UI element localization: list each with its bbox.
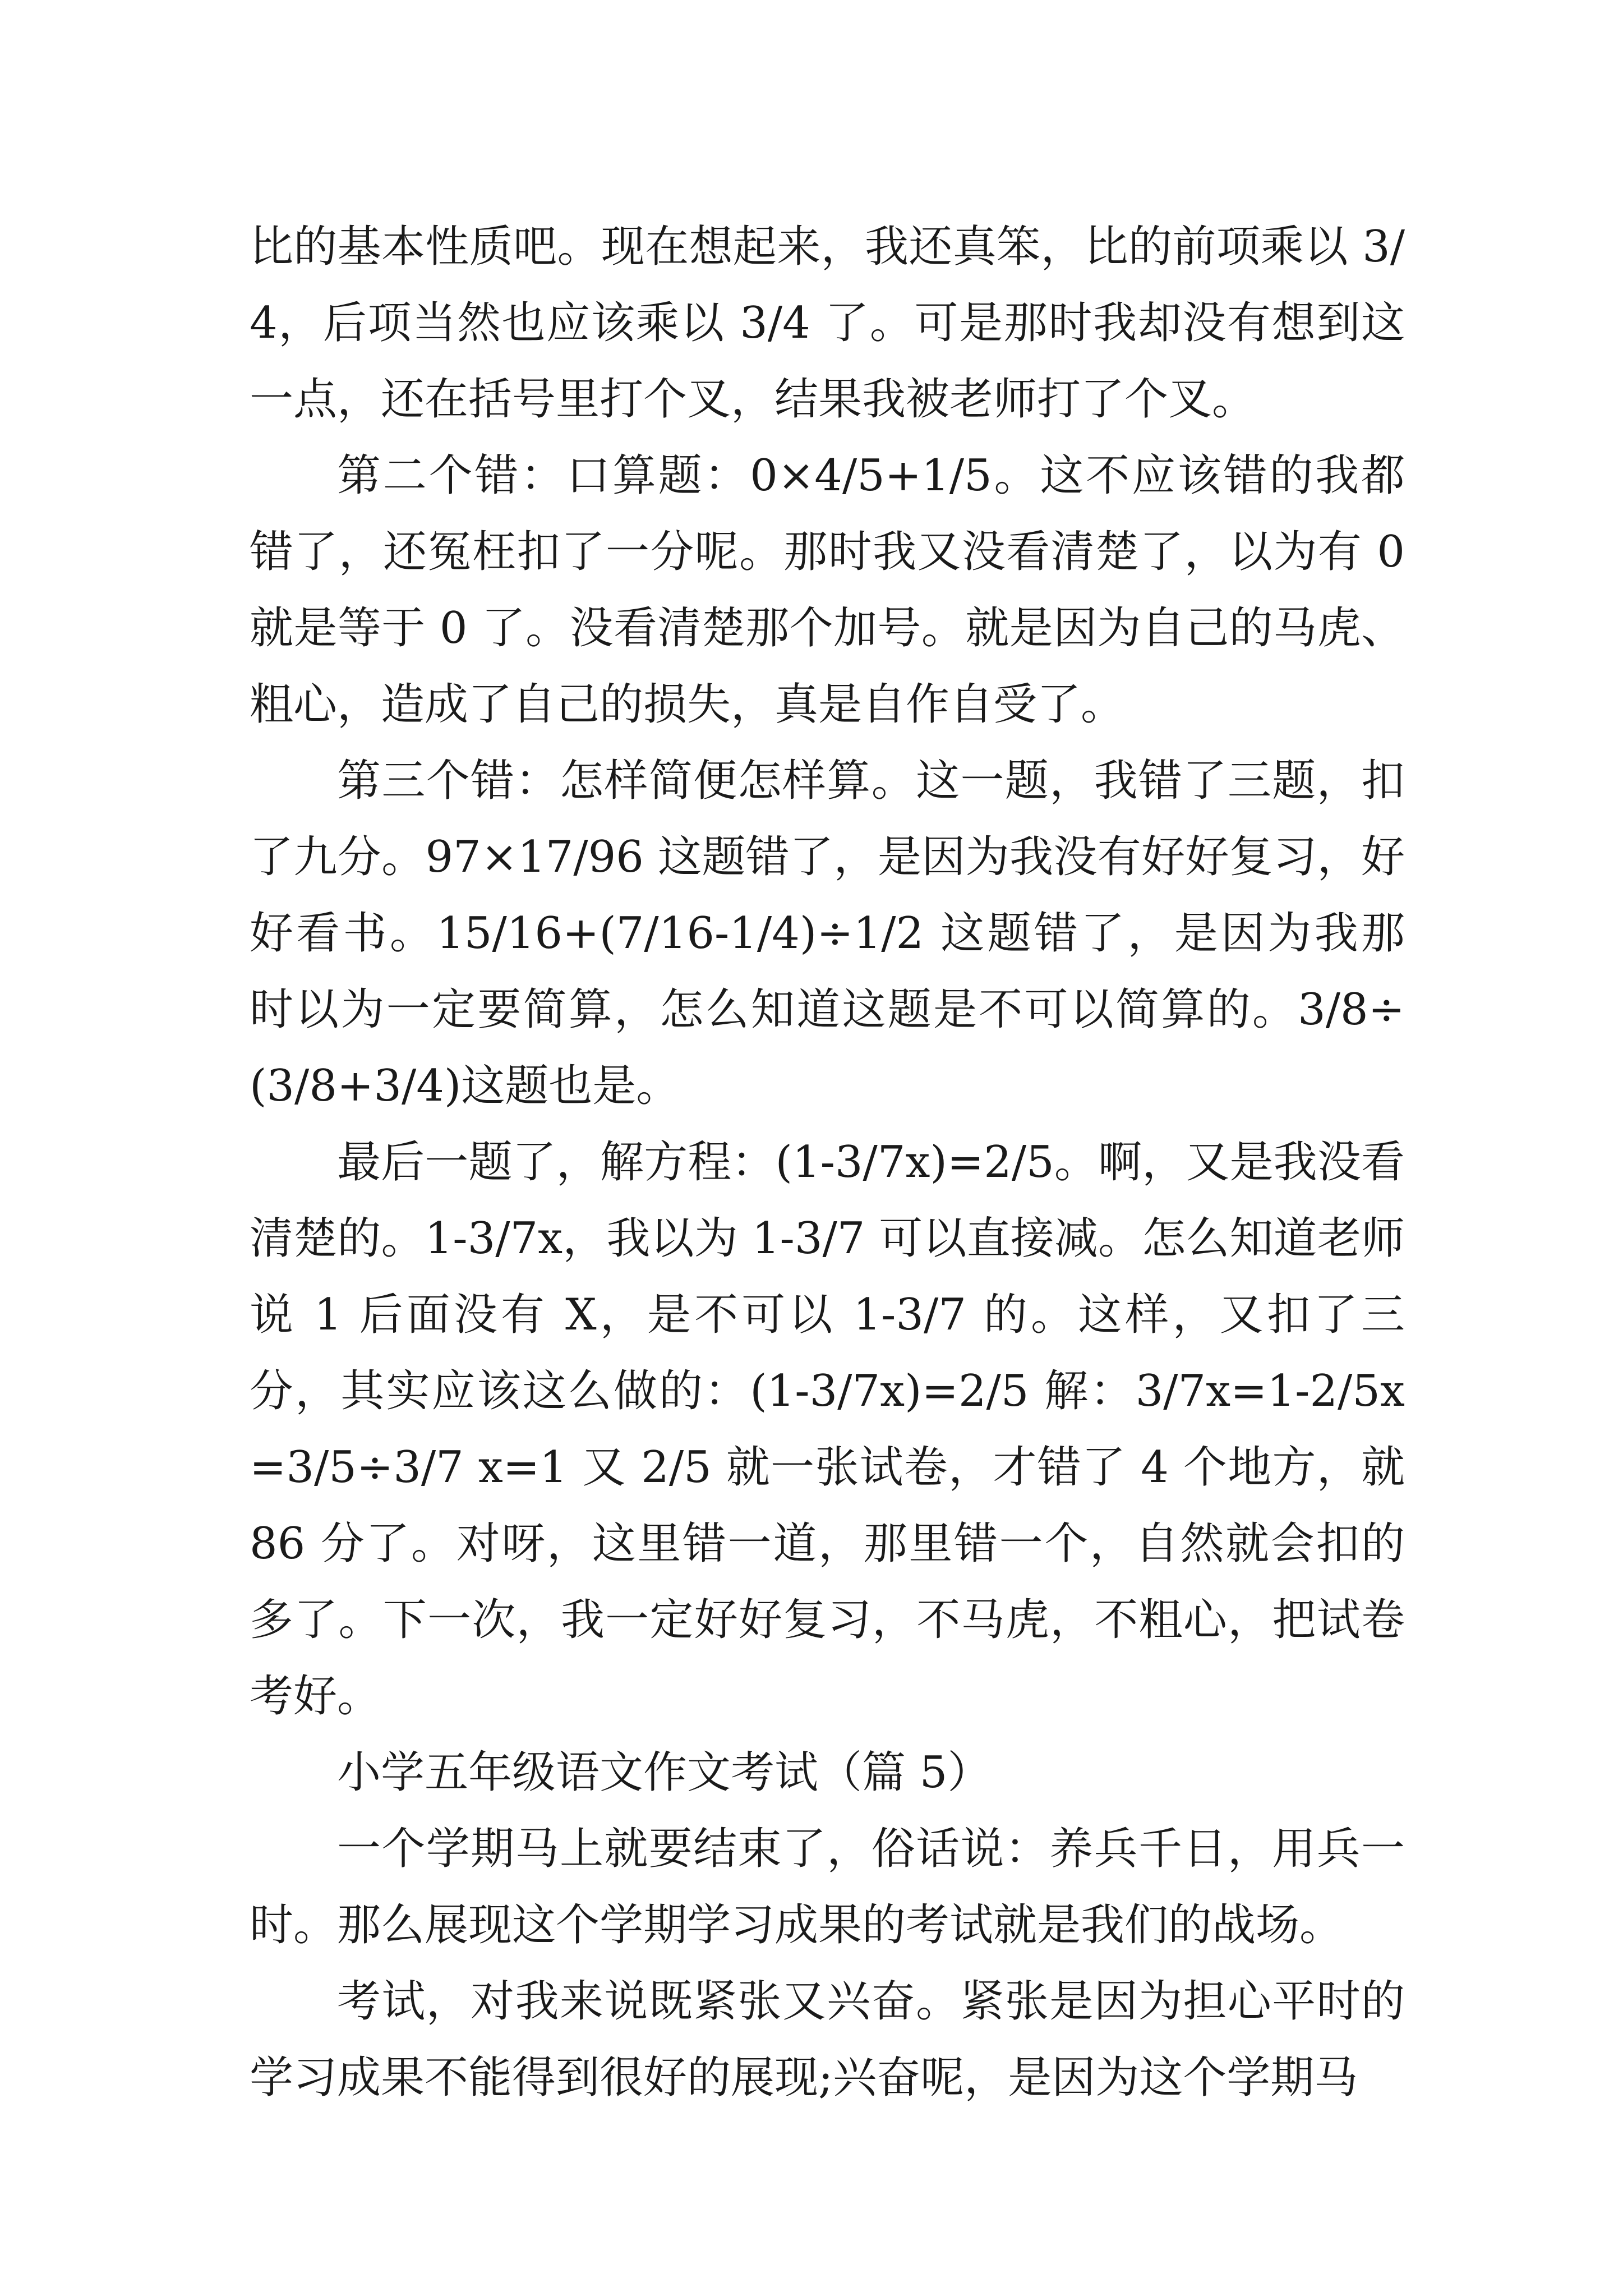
paragraph-semester-ending: 一个学期马上就要结束了，俗话说：养兵千日，用兵一时。那么展现这个学期学习成果的考试就是我们的战场。 (250, 1824, 1405, 1950)
section-heading: 小学五年级语文作文考试（篇 5） (337, 1747, 992, 1798)
paragraph-third-mistake: 第三个错：怎样简便怎样算。这一题，我错了三题，扣了九分。97×17/96 这题错了，是因为我没有好好复习，好好看书。15/16+(7/16-1/4)÷1/2 这题错了，是因为我那时以为一定要简算，怎么知道这题是不可以简算的。3/8÷(3/8+3/4)这题也是。 (250, 756, 1405, 1111)
paragraph-continued-intro: 比的基本性质吧。现在想起来，我还真笨，比的前项乘以 3/4，后项当然也应该乘以 3/4 了。可是那时我却没有想到这一点，还在括号里打个叉，结果我被老师打了个叉。 (250, 222, 1405, 425)
body-text (250, 209, 1405, 2116)
paragraph-second-mistake: 第二个错：口算题：0×4/5+1/5。这不应该错的我都错了，还冤枉扣了一分呢。那时我又没看清楚了，以为有 0 就是等于 0 了。没看清楚那个加号。就是因为自己的马虎、粗心，造成了自己的损失，真是自作自受了。 (250, 450, 1405, 730)
paragraph-exam-feelings: 考试，对我来说既紧张又兴奋。紧张是因为担心平时的学习成果不能得到很好的展现;兴奋呢，是因为这个学期马 (250, 1976, 1405, 2103)
paragraph-last-question: 最后一题了，解方程：(1-3/7x)=2/5。啊，又是我没看清楚的。1-3/7x，我以为 1-3/7 可以直接减。怎么知道老师说 1 后面没有 X，是不可以 1-3/7 的。这样，又扣了三分，其实应该这么做的：(1-3/7x)=2/5 解：3/7x=1-2/5x=3/5÷3/7 x=1 又 2/5 就一张试卷，才错了 4 个地方，就 86 分了。对呀，这里错一道，那里错一个，自然就会扣的多了。下一次，我一定好好复习，不马虎，不粗心，把试卷考好。 (250, 1137, 1405, 1722)
